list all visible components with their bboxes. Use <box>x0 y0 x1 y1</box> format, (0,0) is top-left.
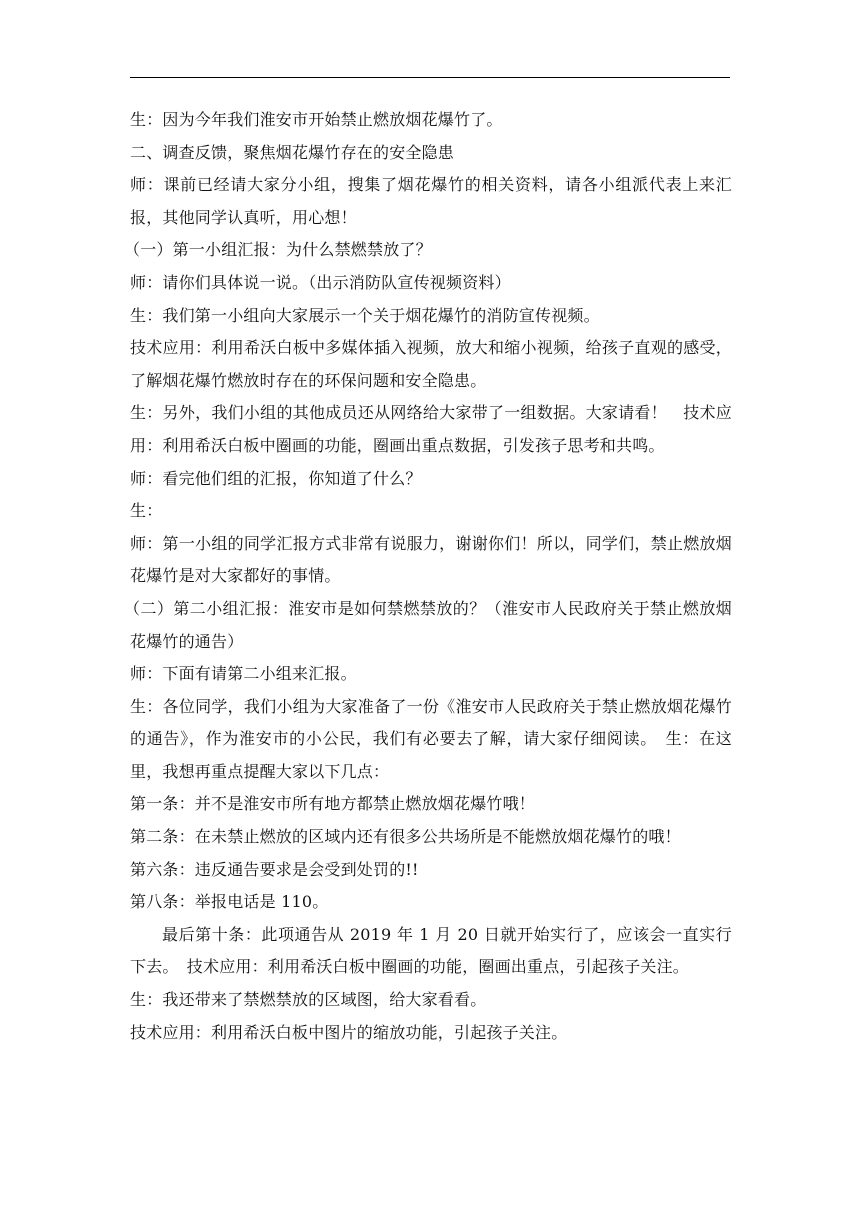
paragraph-student-notice: 生：各位同学，我们小组为大家准备了一份《淮安市人民政府关于禁止燃放烟花爆竹的通告》，作为淮安市的小公民，我们有必要去了解，请大家仔细阅读。 生：在这里，我想再重点提醒大家以下几点： <box>130 696 732 781</box>
paragraph-student-blank: 生： <box>130 501 163 521</box>
paragraph-tech-zoom: 技术应用：利用希沃白板中图片的缩放功能，引起孩子关注。 <box>130 1022 568 1042</box>
paragraph-tech-video: 技术应用：利用希沃白板中多媒体插入视频，放大和缩小视频，给孩子直观的感受，了解烟花爆竹燃放时存在的环保问题和安全隐患。 <box>130 338 732 390</box>
document-body <box>124 104 732 1049</box>
paragraph-article-ten: 最后第十条：此项通告从 2019 年 1 月 20 日就开始实行了，应该会一直实行下去。 技术应用：利用希沃白板中圈画的功能，圈画出重点，引起孩子关注。 <box>130 924 732 977</box>
subheading-group-one: （一）第一小组汇报：为什么禁燃禁放了？ <box>124 240 432 260</box>
paragraph-article-eight: 第八条：举报电话是 110。 <box>130 892 329 912</box>
paragraph-article-six: 第六条：违反通告要求是会受到处罚的!! <box>130 859 419 879</box>
paragraph-teacher-question: 师：看完他们组的汇报，你知道了什么？ <box>130 468 422 488</box>
paragraph-student-reason: 生：因为今年我们淮安市开始禁止燃放烟花爆竹了。 <box>130 110 503 129</box>
paragraph-teacher-intro: 师：课前已经请大家分小组，搜集了烟花爆竹的相关资料，请各小组派代表上来汇报，其他同学认真听，用心想！ <box>130 175 732 227</box>
paragraph-teacher-summary: 师：第一小组的同学汇报方式非常有说服力，谢谢你们！所以，同学们，禁止燃放烟花爆竹是对大家都好的事情。 <box>130 533 732 586</box>
section-heading-two: 二、调查反馈，聚焦烟花爆竹存在的安全隐患 <box>130 142 455 162</box>
paragraph-student-data: 生：另外，我们小组的其他成员还从网络给大家带了一组数据。大家请看！ 技术应用：利用希沃白板中圈画的功能，圈画出重点数据，引发孩子思考和共鸣。 <box>130 403 732 455</box>
paragraph-student-map: 生：我还带来了禁燃禁放的区域图，给大家看看。 <box>130 990 487 1010</box>
paragraph-article-two: 第二条：在未禁止燃放的区域内还有很多公共场所是不能燃放烟花爆竹的哦！ <box>130 827 681 847</box>
paragraph-article-one: 第一条：并不是淮安市所有地方都禁止燃放烟花爆竹哦！ <box>130 794 536 814</box>
paragraph-teacher-invite: 师：下面有请第二小组来汇报。 <box>130 664 357 684</box>
paragraph-student-video: 生：我们第一小组向大家展示一个关于烟花爆竹的消防宣传视频。 <box>130 305 600 325</box>
header-rule <box>130 77 730 78</box>
paragraph-teacher-ask: 师：请你们具体说一说。（出示消防队宣传视频资料） <box>130 272 511 292</box>
subheading-group-two: （二）第二小组汇报：淮安市是如何禁燃禁放的？（淮安市人民政府关于禁止燃放烟花爆竹的通告） <box>124 598 732 651</box>
